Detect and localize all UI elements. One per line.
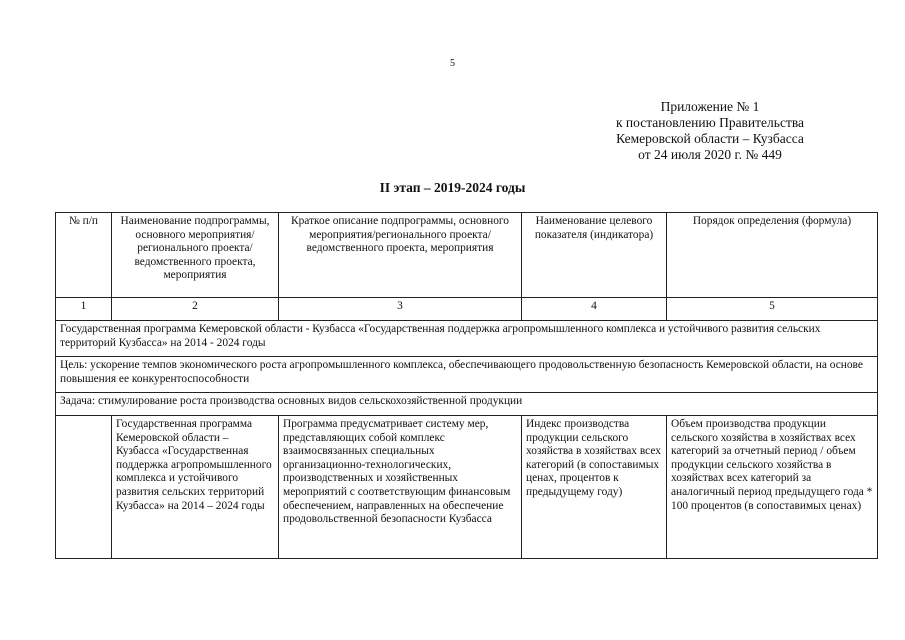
- appendix-block: [560, 99, 860, 163]
- stage-title: II этап – 2019-2024 годы: [379, 180, 526, 195]
- column-numbers-row: [56, 298, 878, 321]
- appendix-line-1: Приложение № 1: [660, 99, 760, 114]
- row-num-cell: [56, 416, 112, 559]
- header-description: Краткое описание подпрограммы, основного мероприятия/регионального проекта/ведомственного проекта, мероприятия: [279, 213, 522, 298]
- task-cell: Задача: стимулирование роста производства основных видов сельскохозяйственной продукции: [56, 393, 878, 416]
- column-number: 4: [522, 298, 667, 321]
- column-number: 3: [279, 298, 522, 321]
- goal-row: [56, 357, 878, 393]
- column-number: 2: [112, 298, 279, 321]
- page-number: 5: [450, 58, 455, 69]
- column-number: 1: [56, 298, 112, 321]
- row-name-cell: Государственная программа Кемеровской области – Кузбасса «Государственная поддержка агропромышленного комплекса и устойчивого развития сельских территорий Кузбасса» на 2014 – 2024 годы: [112, 416, 279, 559]
- indicators-table: [55, 212, 878, 559]
- row-formula-cell: Объем производства продукции сельского хозяйства в хозяйствах всех категорий за отчетный период / объем продукции сельского хозяйства в хозяйствах всех категорий за аналогичный период предыдущего года * 100 процентов (в сопоставимых ценах): [667, 416, 878, 559]
- table-row: [56, 416, 878, 559]
- appendix-line-4: от 24 июля 2020 г. № 449: [638, 147, 782, 162]
- appendix-line-2: к постановлению Правительства: [615, 115, 805, 130]
- header-num: № п/п: [56, 213, 112, 298]
- task-row: [56, 393, 878, 416]
- header-indicator: Наименование целевого показателя (индикатора): [522, 213, 667, 298]
- row-description-cell: Программа предусматривает систему мер, представляющих собой комплекс взаимосвязанных специальных организационно-технологических, производственных и хозяйственных мероприятий с соответствующим финансовым обеспечением, направленных на обеспечение продовольственной безопасности Кузбасса: [279, 416, 522, 559]
- appendix-line-3: Кемеровской области – Кузбасса: [616, 131, 804, 146]
- table-header-row: [56, 213, 878, 298]
- goal-cell: Цель: ускорение темпов экономического роста агропромышленного комплекса, обеспечивающего продовольственную безопасность Кемеровской области, на основе повышения ее конкурентоспособности: [56, 357, 878, 393]
- program-row: [56, 321, 878, 357]
- header-name: Наименование подпрограммы, основного мероприятия/регионального проекта/ведомственного проекта, мероприятия: [112, 213, 279, 298]
- header-formula: Порядок определения (формула): [667, 213, 878, 298]
- column-number: 5: [667, 298, 878, 321]
- row-indicator-cell: Индекс производства продукции сельского хозяйства в хозяйствах всех категорий (в сопоставимых ценах, процентов к предыдущему году): [522, 416, 667, 559]
- program-cell: Государственная программа Кемеровской области - Кузбасса «Государственная поддержка агропромышленного комплекса и устойчивого развития сельских территорий Кузбасса» на 2014 - 2024 годы: [56, 321, 878, 357]
